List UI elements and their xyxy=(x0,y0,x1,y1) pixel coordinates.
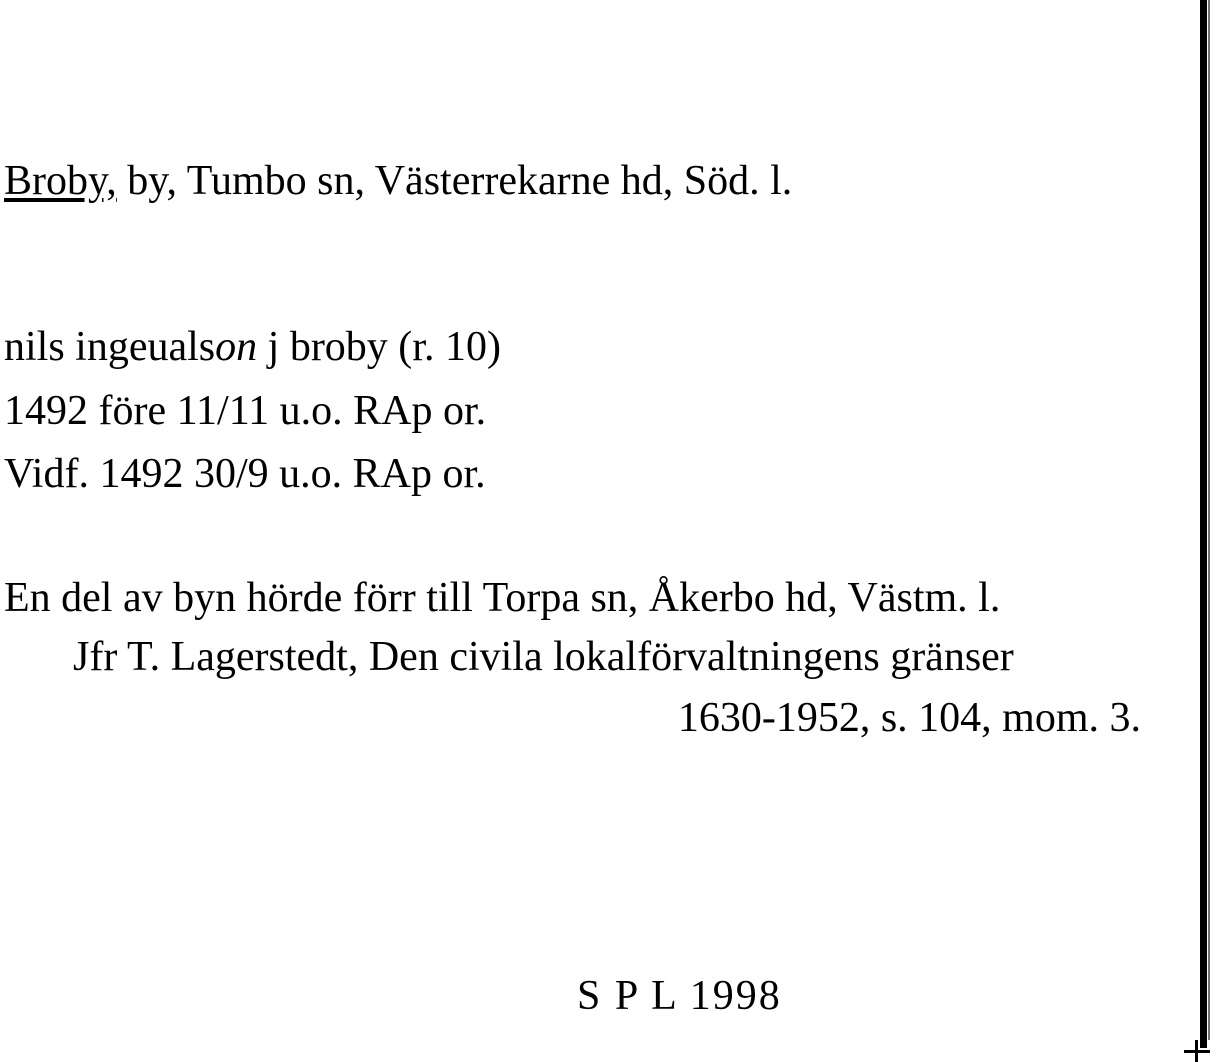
source-line-3: Vidf. 1492 30/9 u.o. RAp or. xyxy=(4,451,486,497)
place-description: by, Tumbo sn, Västerrekarne hd, Söd. l. xyxy=(116,158,793,204)
corner-tick-vertical xyxy=(1195,1040,1198,1062)
note-line-2: Jfr T. Lagerstedt, Den civila lokalförvaltningens gränser xyxy=(73,634,1014,680)
scan-edge-bar xyxy=(1200,0,1207,1048)
place-entry xyxy=(4,160,792,202)
footer-mark: S P L 1998 xyxy=(577,973,782,1019)
note-line-3: 1630-1952, s. 104, mom. 3. xyxy=(677,695,1141,741)
source-line-2: 1492 före 11/11 u.o. RAp or. xyxy=(4,388,487,434)
source-1-prefix: nils ingeuals xyxy=(4,324,216,370)
source-1-suffix: j broby (r. 10) xyxy=(257,324,501,370)
source-1-italic: on xyxy=(215,324,258,370)
source-line-1 xyxy=(4,326,501,368)
place-name: Broby, xyxy=(4,158,117,204)
scan-edge-shadow xyxy=(1208,0,1210,1040)
note-line-1: En del av byn hörde förr till Torpa sn, Åkerbo hd, Västm. l. xyxy=(4,575,1001,621)
